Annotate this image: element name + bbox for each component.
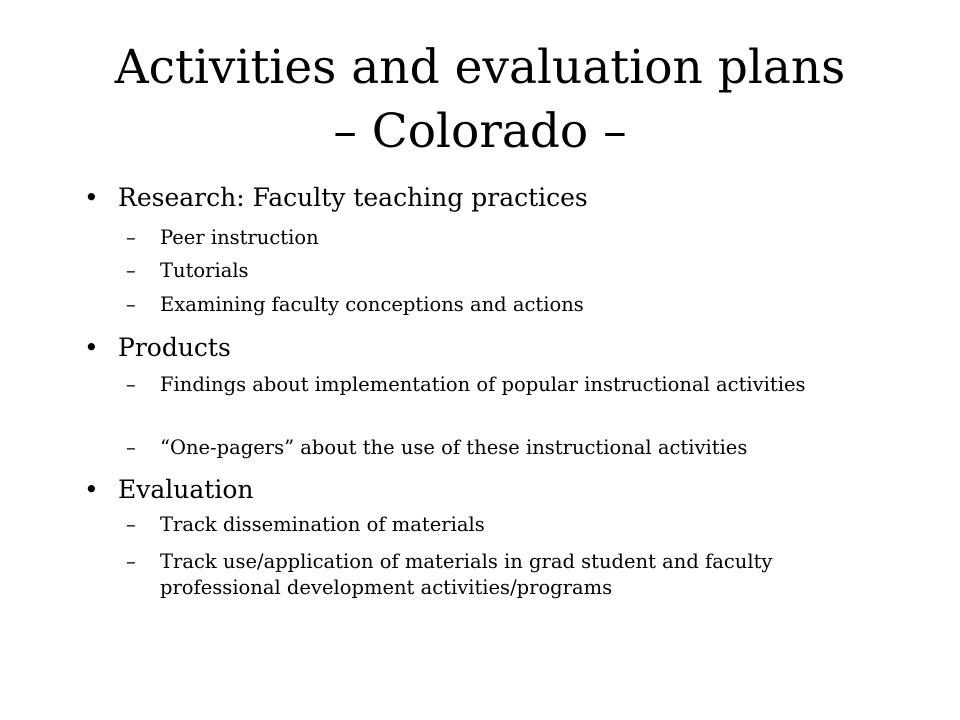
bullet-dot: • [84,333,99,362]
bullet-label: Products [118,333,231,362]
dash-marker: – [126,550,136,573]
bullet-label: Research: Faculty teaching practices [118,183,588,212]
slide-title-line-2: – Colorado – [333,104,627,159]
sub-item-text: “One-pagers” about the use of these instructional activities [160,436,748,459]
sub-item-text: Examining faculty conceptions and actions [160,293,584,316]
dash-marker: – [126,436,136,459]
bullet-label: Evaluation [118,475,254,504]
sub-item-text: Peer instruction [160,226,319,249]
dash-marker: – [126,226,136,249]
dash-marker: – [126,513,136,536]
dash-marker: – [126,293,136,316]
bullet-dot: • [84,183,99,212]
dash-marker: – [126,373,136,396]
sub-item-text: Track dissemination of materials [160,513,485,536]
slide-title-line-1: Activities and evaluation plans [114,40,846,95]
sub-item-text: Tutorials [160,259,249,282]
sub-item-text: Track use/application of materials in grad student and faculty professional development activities/programs [160,550,773,599]
bullet-dot: • [84,475,99,504]
sub-item-text: Findings about implementation of popular instructional activities [160,373,806,396]
dash-marker: – [126,259,136,282]
